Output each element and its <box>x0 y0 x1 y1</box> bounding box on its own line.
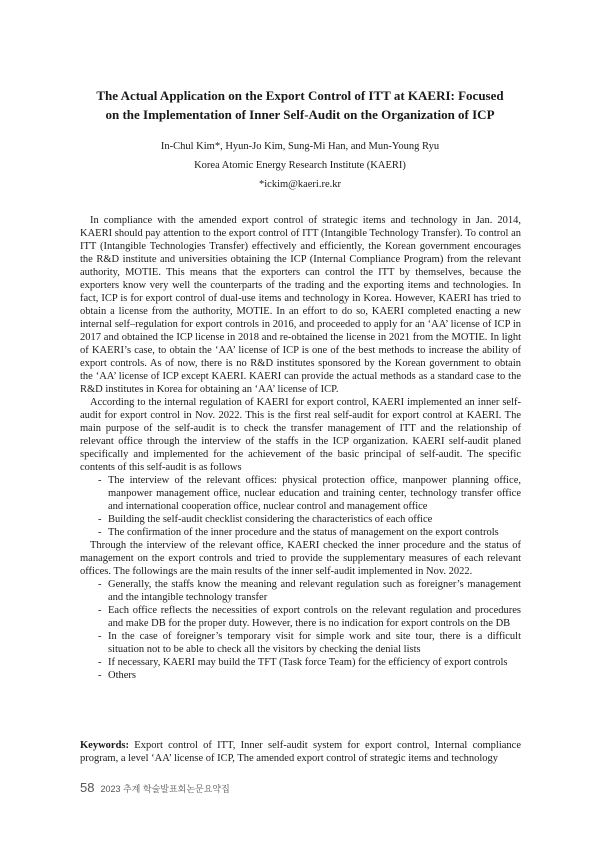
conference-name: 2023 추계 학술발표회논문요약집 <box>100 784 230 794</box>
list-item-text: Each office reflects the necessities of export controls on the relevant regulation and procedures and make DB for the proper duty. However, there is no indication for export controls on the DB <box>108 605 521 629</box>
dash-bullet: - <box>98 657 102 668</box>
paragraph-2: According to the internal regulation of KAERI for export control, KAERI implemented an inner self-audit for export control in Nov. 2022. This is the first real self-audit for export control at KAERI. The main purpose of the self-audit is to check the transfer management of ITT and the relationship of relevant office through the interview of the staffs in the ICP organization. KAERI self-audit planed specifically and implemented for the achievement of the basic principal of self-audit. The specific contents of this self-audit is as follows <box>80 397 521 473</box>
list-item <box>80 474 521 513</box>
dash-bullet: - <box>98 605 102 616</box>
list-item-text: The confirmation of the inner procedure and the status of management on the export controls <box>108 527 499 538</box>
title-line-2: on the Implementation of Inner Self-Audit on the Organization of ICP <box>105 107 495 122</box>
list-item-text: In the case of foreigner’s temporary visit for simple work and site tour, there is a difficult situation not to be able to check all the visitors by checking the denial lists <box>108 631 521 655</box>
list-item-text: Generally, the staffs know the meaning and relevant regulation such as foreigner’s management and the intangible technology transfer <box>108 579 521 603</box>
audit-contents-list <box>80 474 521 539</box>
paragraph-3: Through the interview of the relevant office, KAERI checked the inner procedure and the status of management on the export controls and tried to provide the supplementary measures of each relevant offices. The followings are the main results of the inner self-audit implemented in Nov. 2022. <box>80 540 521 577</box>
list-item <box>80 669 521 682</box>
audit-results-list <box>80 578 521 682</box>
list-item-text: Building the self-audit checklist considering the characteristics of each office <box>108 514 433 525</box>
list-item-text: Others <box>108 670 136 681</box>
dash-bullet: - <box>98 514 102 525</box>
list-item <box>80 656 521 669</box>
page-number: 58 <box>80 780 95 795</box>
list-item <box>80 526 521 539</box>
dash-bullet: - <box>98 670 102 681</box>
dash-bullet: - <box>98 527 102 538</box>
list-item <box>80 604 521 630</box>
list-item-text: The interview of the relevant offices: physical protection office, manpower planning office, manpower management office, nuclear education and training center, technology transfer office and international cooperation office, nuclear control and management office <box>108 475 521 512</box>
dash-bullet: - <box>98 579 102 590</box>
paragraph-1: In compliance with the amended export control of strategic items and technology in Jan. 2014, KAERI should pay attention to the export control of ITT (Intangible Technology Transfer). To control an ITT (Intangible Technologies Transfer) effectively and efficiently, the Korean government encourages the R&D institute and universities obtaining the ICP (Internal Compliance Program) from the relevant authority, MOTIE. This means that the exporters can control the ITT by themselves, because the exporters know very well the counterparts of the trading and the exporting items and technologies. In fact, ICP is for export control of dual-use items and technology in Korea. However, KAERI has tried to obtain a license from the authority, MOTIE. In an effort to do so, KAERI completed enacting a new internal self–regulation for export controls in 2016, and proceeded to apply for an ‘AA’ license of ICP in 2017 and obtained the ICP license in 2018 and re-obtained the license in 2021 from the MOTIE. In light of KAERI’s case, to obtain the ‘AA’ license of ICP is one of the best methods to increase the ability of export controls. As of now, there is no R&D institutes sponsored by the Korean government to obtain the ‘AA’ license of ICP except KAERI. KAERI can provide the actual methods as a standard case to the R&D institutes in Korea for obtaining an ‘AA’ license of ICP. <box>80 215 521 395</box>
title-line-1: The Actual Application on the Export Control of ITT at KAERI: Focused <box>96 88 504 103</box>
corresponding-email[interactable]: *ickim@kaeri.re.kr <box>259 179 341 190</box>
list-item-text: If necessary, KAERI may build the TFT (Task force Team) for the efficiency of export controls <box>108 657 508 668</box>
abstract-body <box>80 214 521 682</box>
list-item <box>80 513 521 526</box>
dash-bullet: - <box>98 475 102 486</box>
list-item <box>80 630 521 656</box>
keywords-section <box>80 739 521 765</box>
keywords-text: Export control of ITT, Inner self-audit system for export control, Internal compliance program, a level ‘AA’ license of ICP, The amended export control of strategic items and technology <box>80 740 522 764</box>
paper-title <box>60 86 540 124</box>
list-item <box>80 578 521 604</box>
page-footer <box>80 780 230 795</box>
keywords-label: Keywords: <box>80 740 129 751</box>
affiliation: Korea Atomic Energy Research Institute (KAERI) <box>194 160 406 171</box>
author-list: In-Chul Kim*, Hyun-Jo Kim, Sung-Mi Han, and Mun-Young Ryu <box>160 141 440 152</box>
dash-bullet: - <box>98 631 102 642</box>
